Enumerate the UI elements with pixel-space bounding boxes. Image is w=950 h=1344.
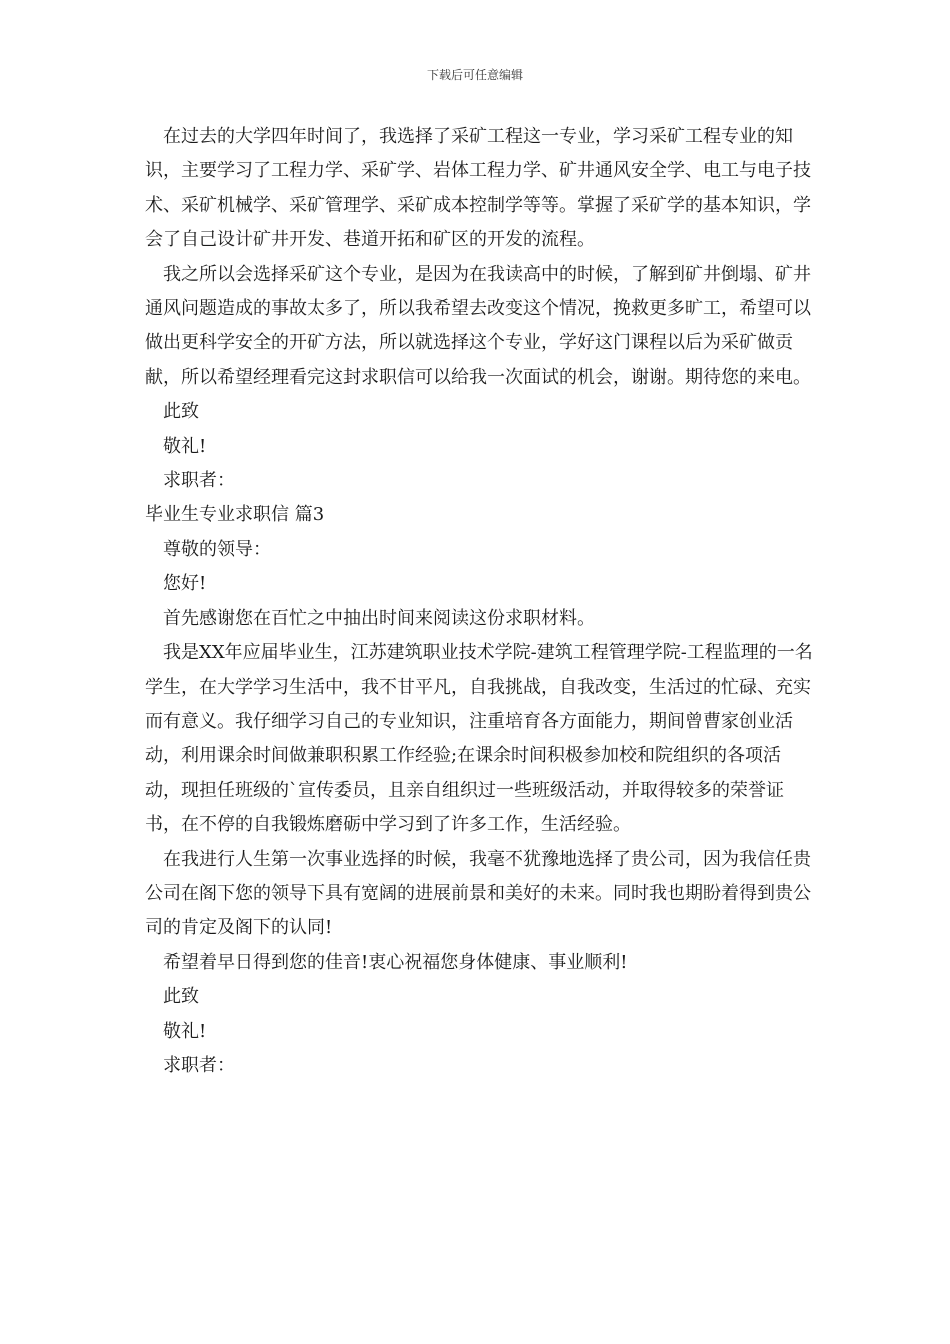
paragraph: 此致 (163, 401, 199, 423)
paragraph: 敬礼! (163, 435, 207, 457)
paragraph: 尊敬的领导： (163, 538, 271, 560)
paragraph: 您好! (163, 573, 207, 595)
paragraph: 在我进行人生第一次事业选择的时候，我毫不犹豫地选择了贵公司，因为我信任贵公司在阁下您的领导下具有宽阔的进展前景和美好的未来。同时我也期盼着得到贵公司的肯定及阁下的认同! (145, 848, 811, 939)
header-note: 下载后可任意编辑 (426, 68, 523, 82)
paragraph: 在过去的大学四年时间了，我选择了采矿工程这一专业，学习采矿工程专业的知识，主要学习了工程力学、采矿学、岩体工程力学、矿井通风安全学、电工与电子技术、采矿机械学、采矿管理学、采矿成本控制学等等。掌握了采矿学的基本知识，学会了自己设计矿井开发、巷道开拓和矿区的开发的流程。 (145, 126, 811, 251)
paragraph: 我是XX年应届毕业生，江苏建筑职业技术学院-建筑工程管理学院-工程监理的一名学生，在大学学习生活中，我不甘平凡，自我挑战，自我改变，生活过的忙碌、充实而有意义。我仔细学习自己的专业知识，注重培育各方面能力，期间曾曹家创业活动，利用课余时间做兼职积累工作经验;在课余时间积极参加校和院组织的各项活动，现担任班级的`宣传委员，且亲自组织过一些班级活动，并取得较多的荣誉证书，在不停的自我锻炼磨砺中学习到了许多工作，生活经验。 (145, 642, 813, 836)
document-body (145, 120, 813, 1083)
paragraph: 求职者： (163, 1054, 235, 1076)
paragraph: 希望着早日得到您的佳音!衷心祝福您身体健康、事业顺利! (163, 951, 628, 973)
paragraph: 敬礼! (163, 1020, 207, 1042)
paragraph: 我之所以会选择采矿这个专业，是因为在我读高中的时候，了解到矿井倒塌、矿井通风问题造成的事故太多了，所以我希望去改变这个情况，挽救更多旷工，希望可以做出更科学安全的开矿方法，所以就选择这个专业，学好这门课程以后为采矿做贡献，所以希望经理看完这封求职信可以给我一次面试的机会，谢谢。期待您的来电。 (145, 263, 811, 388)
paragraph: 此致 (163, 986, 199, 1008)
paragraph: 首先感谢您在百忙之中抽出时间来阅读这份求职材料。 (163, 607, 595, 629)
paragraph: 求职者： (163, 470, 235, 492)
section-heading: 毕业生专业求职信 篇3 (145, 504, 325, 526)
